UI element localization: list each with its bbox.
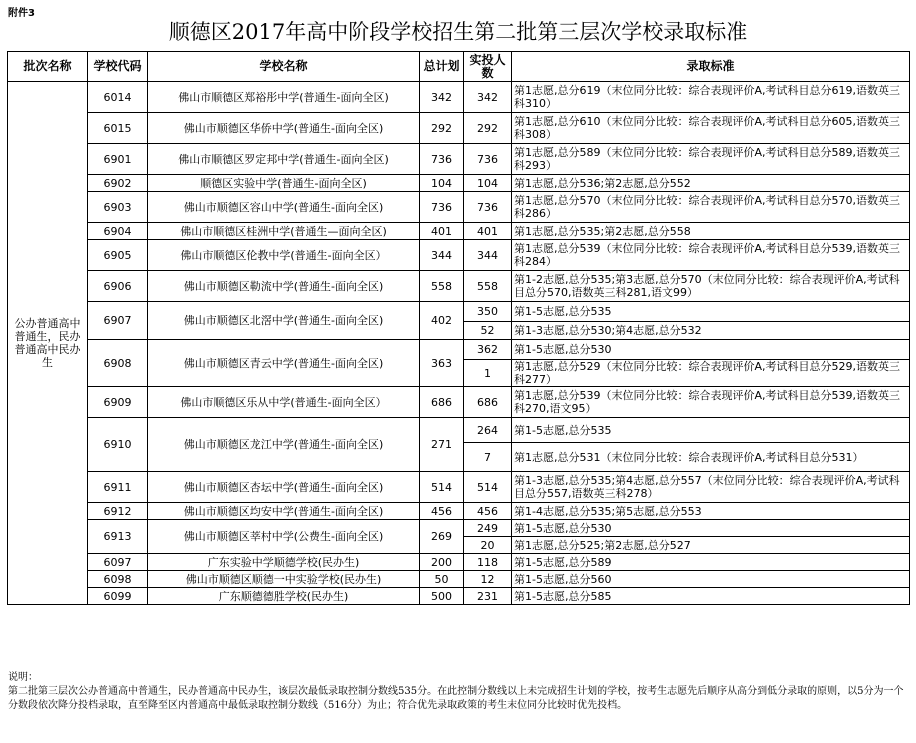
admission-criteria: 第1志愿,总分536;第2志愿,总分552 — [512, 175, 910, 192]
school-code: 6909 — [88, 387, 148, 418]
school-total-plan: 402 — [420, 302, 464, 340]
school-code: 6904 — [88, 223, 148, 240]
school-code: 6099 — [88, 588, 148, 605]
actual-count: 52 — [464, 322, 512, 340]
actual-count: 118 — [464, 554, 512, 571]
school-total-plan: 514 — [420, 472, 464, 503]
school-total-plan: 292 — [420, 113, 464, 144]
school-name: 佛山市顺德区乐从中学(普通生-面向全区） — [148, 387, 420, 418]
actual-count: 401 — [464, 223, 512, 240]
school-name: 佛山市顺德区伦教中学(普通生-面向全区） — [148, 240, 420, 271]
notes-label: 说明： — [8, 672, 38, 683]
school-name: 佛山市顺德区桂洲中学(普通生—面向全区) — [148, 223, 420, 240]
school-total-plan: 456 — [420, 503, 464, 520]
school-code: 6903 — [88, 192, 148, 223]
school-total-plan: 558 — [420, 271, 464, 302]
school-name: 佛山市顺德区勒流中学(普通生-面向全区) — [148, 271, 420, 302]
table-row — [8, 113, 910, 144]
header-code: 学校代码 — [88, 52, 148, 82]
admission-criteria: 第1-5志愿,总分530 — [512, 340, 910, 360]
admission-criteria: 第1志愿,总分610（末位同分比较：综合表现评价A,考试科目总分605,语数英三科308） — [512, 113, 910, 144]
school-total-plan: 269 — [420, 520, 464, 554]
table-row — [8, 175, 910, 192]
admission-criteria: 第1-5志愿,总分535 — [512, 418, 910, 443]
admission-criteria: 第1-5志愿,总分535 — [512, 302, 910, 322]
actual-count: 342 — [464, 82, 512, 113]
actual-count: 736 — [464, 192, 512, 223]
school-name: 佛山市顺德区罗定邦中学(普通生-面向全区) — [148, 144, 420, 175]
batch-name-cell: 公办普通高中普通生，民办普通高中民办生 — [8, 82, 88, 605]
admission-criteria: 第1-5志愿,总分530 — [512, 520, 910, 537]
school-total-plan: 344 — [420, 240, 464, 271]
header-total: 总计划 — [420, 52, 464, 82]
admission-criteria: 第1-5志愿,总分560 — [512, 571, 910, 588]
actual-count: 362 — [464, 340, 512, 360]
school-name: 佛山市顺德区杏坛中学(普通生-面向全区) — [148, 472, 420, 503]
header-actual: 实投人数 — [464, 52, 512, 82]
school-name: 佛山市顺德区北滘中学(普通生-面向全区) — [148, 302, 420, 340]
table-row — [8, 588, 910, 605]
school-name: 佛山市顺德区华侨中学(普通生-面向全区) — [148, 113, 420, 144]
actual-count: 7 — [464, 443, 512, 472]
table-row — [8, 192, 910, 223]
admission-criteria: 第1志愿,总分619（末位同分比较：综合表现评价A,考试科目总分619,语数英三科310） — [512, 82, 910, 113]
table-row — [8, 503, 910, 520]
attachment-label: 附件3 — [8, 8, 35, 19]
school-code: 6913 — [88, 520, 148, 554]
admission-criteria: 第1志愿,总分570（末位同分比较：综合表现评价A,考试科目总分570,语数英三科286） — [512, 192, 910, 223]
school-name: 广东顺德德胜学校(民办生) — [148, 588, 420, 605]
school-code: 6014 — [88, 82, 148, 113]
school-code: 6910 — [88, 418, 148, 472]
notes-section — [8, 671, 908, 713]
school-total-plan: 342 — [420, 82, 464, 113]
table-body — [8, 82, 910, 605]
table-row — [8, 340, 910, 360]
actual-count: 264 — [464, 418, 512, 443]
admission-criteria: 第1-3志愿,总分535;第4志愿,总分557（末位同分比较：综合表现评价A,考试科目总分557,语数英三科278） — [512, 472, 910, 503]
actual-count: 514 — [464, 472, 512, 503]
table-row — [8, 144, 910, 175]
admission-criteria: 第1-4志愿,总分535;第5志愿,总分553 — [512, 503, 910, 520]
table-row — [8, 554, 910, 571]
admission-criteria: 第1志愿,总分535;第2志愿,总分558 — [512, 223, 910, 240]
notes-text: 第二批第三层次公办普通高中普通生，民办普通高中民办生，该层次最低录取控制分数线535分。在此控制分数线以上未完成招生计划的学校，按考生志愿先后顺序从高分到低分录取的原则，以5分为一个分数段依次降分投档录取，直至降至区内普通高中最低录取控制分数线（516分）为止；符合优先录取政策的考生末位同分比较时优先投档。 — [8, 686, 904, 711]
school-total-plan: 104 — [420, 175, 464, 192]
actual-count: 686 — [464, 387, 512, 418]
admission-criteria: 第1-2志愿,总分535;第3志愿,总分570（末位同分比较：综合表现评价A,考试科目总分570,语数英三科281,语文99） — [512, 271, 910, 302]
admission-criteria: 第1志愿,总分539（末位同分比较：综合表现评价A,考试科目总分539,语数英三科270,语文95） — [512, 387, 910, 418]
school-code: 6906 — [88, 271, 148, 302]
table-row — [8, 223, 910, 240]
school-code: 6902 — [88, 175, 148, 192]
actual-count: 292 — [464, 113, 512, 144]
school-name: 广东实验中学顺德学校(民办生) — [148, 554, 420, 571]
school-total-plan: 500 — [420, 588, 464, 605]
actual-count: 249 — [464, 520, 512, 537]
actual-count: 456 — [464, 503, 512, 520]
actual-count: 344 — [464, 240, 512, 271]
admission-table — [7, 51, 910, 605]
school-total-plan: 200 — [420, 554, 464, 571]
admission-criteria: 第1-5志愿,总分589 — [512, 554, 910, 571]
admission-criteria: 第1志愿,总分525;第2志愿,总分527 — [512, 537, 910, 554]
school-code: 6912 — [88, 503, 148, 520]
school-name: 佛山市顺德区郑裕彤中学(普通生-面向全区) — [148, 82, 420, 113]
actual-count: 350 — [464, 302, 512, 322]
admission-criteria: 第1志愿,总分589（末位同分比较：综合表现评价A,考试科目总分589,语数英三科293） — [512, 144, 910, 175]
admission-criteria: 第1-5志愿,总分585 — [512, 588, 910, 605]
school-total-plan: 686 — [420, 387, 464, 418]
table-row — [8, 302, 910, 322]
page-title: 顺德区2017年高中阶段学校招生第二批第三层次学校录取标准 — [168, 20, 748, 44]
school-total-plan: 736 — [420, 192, 464, 223]
school-code: 6097 — [88, 554, 148, 571]
admission-criteria: 第1志愿,总分529（末位同分比较：综合表现评价A,考试科目总分529,语数英三科277） — [512, 360, 910, 387]
school-name: 佛山市顺德区龙江中学(普通生-面向全区) — [148, 418, 420, 472]
school-name: 顺德区实验中学(普通生-面向全区) — [148, 175, 420, 192]
actual-count: 736 — [464, 144, 512, 175]
actual-count: 558 — [464, 271, 512, 302]
table-row — [8, 387, 910, 418]
school-name: 佛山市顺德区顺德一中实验学校(民办生) — [148, 571, 420, 588]
school-name: 佛山市顺德区青云中学(普通生-面向全区) — [148, 340, 420, 387]
actual-count: 104 — [464, 175, 512, 192]
school-total-plan: 401 — [420, 223, 464, 240]
table-row — [8, 240, 910, 271]
school-code: 6911 — [88, 472, 148, 503]
school-total-plan: 271 — [420, 418, 464, 472]
school-name: 佛山市顺德区莘村中学(公费生-面向全区) — [148, 520, 420, 554]
actual-count: 1 — [464, 360, 512, 387]
table-row — [8, 472, 910, 503]
school-code: 6908 — [88, 340, 148, 387]
header-name: 学校名称 — [148, 52, 420, 82]
school-total-plan: 363 — [420, 340, 464, 387]
table-row — [8, 418, 910, 443]
table-header-row — [8, 52, 910, 82]
table-row — [8, 271, 910, 302]
admission-criteria: 第1志愿,总分539（末位同分比较：综合表现评价A,考试科目总分539,语数英三科284） — [512, 240, 910, 271]
school-code: 6901 — [88, 144, 148, 175]
table-row — [8, 520, 910, 537]
school-total-plan: 736 — [420, 144, 464, 175]
school-name: 佛山市顺德区容山中学(普通生-面向全区) — [148, 192, 420, 223]
header-criteria: 录取标准 — [512, 52, 910, 82]
table-row — [8, 571, 910, 588]
actual-count: 20 — [464, 537, 512, 554]
table-row — [8, 82, 910, 113]
admission-criteria: 第1志愿,总分531（末位同分比较：综合表现评价A,考试科目总分531） — [512, 443, 910, 472]
actual-count: 12 — [464, 571, 512, 588]
school-code: 6098 — [88, 571, 148, 588]
school-total-plan: 50 — [420, 571, 464, 588]
school-code: 6905 — [88, 240, 148, 271]
school-code: 6907 — [88, 302, 148, 340]
school-code: 6015 — [88, 113, 148, 144]
header-batch: 批次名称 — [8, 52, 88, 82]
admission-criteria: 第1-3志愿,总分530;第4志愿,总分532 — [512, 322, 910, 340]
actual-count: 231 — [464, 588, 512, 605]
school-name: 佛山市顺德区均安中学(普通生-面向全区) — [148, 503, 420, 520]
